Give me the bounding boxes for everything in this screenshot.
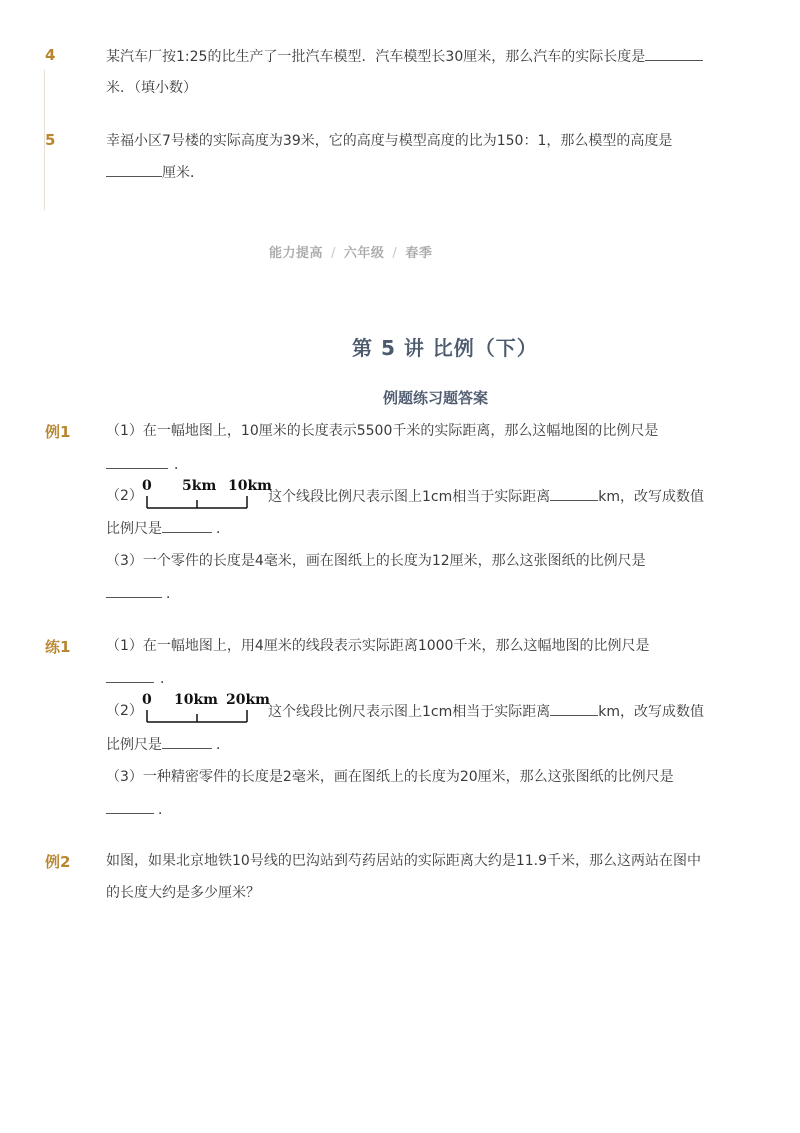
answer-blank[interactable]: [645, 46, 703, 61]
practice-label: 练1: [45, 638, 71, 656]
scale-label: 0: [142, 478, 152, 494]
example-label: 例2: [45, 853, 71, 871]
question-text-cont: 厘米．: [106, 162, 204, 183]
scale-bar: [140, 494, 270, 514]
question-number: 5: [45, 131, 56, 149]
answer-blank[interactable]: [550, 486, 598, 501]
part1-answer-line: ．: [106, 454, 188, 475]
answer-blank[interactable]: [106, 799, 154, 814]
page-title: 第 5 讲 比例（下）: [352, 336, 538, 360]
scale-label: 5km: [182, 478, 217, 494]
part2-text: 这个线段比例尺表示图上1cm相当于实际距离 km，改写成数值: [268, 486, 704, 507]
line-scale: [140, 478, 270, 514]
part1-text: （1）在一幅地图上，10厘米的长度表示5500千米的实际距离，那么这幅地图的比例尺是: [106, 423, 659, 439]
part2-text-cont: 比例尺是 ．: [106, 734, 230, 755]
answer-blank[interactable]: [106, 162, 162, 177]
question-number: 4: [45, 46, 56, 64]
example-label: 例1: [45, 423, 71, 441]
line-scale: [140, 692, 270, 728]
part2-prefix: （2）: [106, 703, 143, 719]
part1-text: （1）在一幅地图上，用4厘米的线段表示实际距离1000千米，那么这幅地图的比例尺是: [106, 638, 650, 654]
part3-answer-line: ．: [106, 799, 172, 820]
part3-text: （3）一种精密零件的长度是2毫米，画在图纸上的长度为20厘米，那么这张图纸的比例尺是: [106, 769, 674, 785]
scale-label: 10km: [228, 478, 272, 494]
question-text-cont: 米．（填小数）: [106, 80, 197, 96]
scale-bar: [140, 708, 270, 728]
scale-label: 0: [142, 692, 152, 708]
part2-text: 这个线段比例尺表示图上1cm相当于实际距离 km，改写成数值: [268, 701, 704, 722]
page-footer: 能力提高 / 六年级 / 春季: [269, 246, 433, 261]
question-text: 如图，如果北京地铁10号线的巴沟站到芍药居站的实际距离大约是11.9千米，那么这两站在图中: [106, 853, 701, 869]
answer-blank[interactable]: [106, 668, 154, 683]
answer-blank[interactable]: [106, 454, 168, 469]
question-text: 某汽车厂按1:25的比生产了一批汽车模型．汽车模型长30厘米，那么汽车的实际长度是: [106, 46, 703, 67]
page-subtitle: 例题练习题答案: [383, 389, 489, 407]
scale-label: 20km: [226, 692, 270, 708]
question-text-cont: 的长度大约是多少厘米？: [106, 885, 260, 901]
part3-answer-line: ．: [106, 583, 180, 604]
scale-label: 10km: [174, 692, 218, 708]
answer-blank[interactable]: [106, 583, 162, 598]
answer-blank[interactable]: [162, 734, 212, 749]
answer-blank[interactable]: [162, 518, 212, 533]
part2-prefix: （2）: [106, 488, 143, 504]
answer-blank[interactable]: [550, 701, 598, 716]
part3-text: （3）一个零件的长度是4毫米，画在图纸上的长度为12厘米，那么这张图纸的比例尺是: [106, 553, 646, 569]
question-text: 幸福小区7号楼的实际高度为39米，它的高度与模型高度的比为150：1，那么模型的高度是: [106, 133, 673, 149]
part1-answer-line: ．: [106, 668, 174, 689]
part2-text-cont: 比例尺是 ．: [106, 518, 230, 539]
